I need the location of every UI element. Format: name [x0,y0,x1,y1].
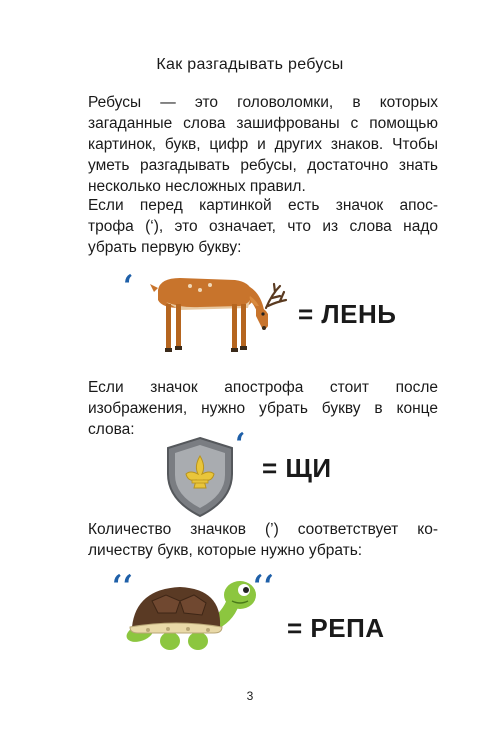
answer-repa: = РЕПА [287,613,385,643]
apostrophe-mark: ‘ [123,269,134,304]
rule-count-paragraph [88,519,438,561]
rule-after-paragraph [88,377,438,440]
answer-schi: = ЩИ [262,453,332,483]
deer-icon [140,262,290,354]
text-line: Если значок апострофа стоит после [88,379,438,396]
text-line: несколько несложных правил. [88,178,306,195]
text-line: слова: [88,421,135,438]
text-line: Ребусы — это головоломки, в которых [88,94,438,111]
turtle-icon [118,575,258,655]
apostrophe-marks-right: ‘‘ [253,569,274,604]
shield-icon [164,436,236,518]
intro-paragraph [88,92,438,197]
answer-len: = ЛЕНЬ [298,299,397,329]
text-line: изображения, нужно убрать букву в конце [88,400,438,417]
apostrophe-marks-left: ‘‘ [112,569,133,604]
text-line: убрать первую букву: [88,239,242,256]
page-title: Как разгадывать ребусы [156,56,344,73]
text-line: трофа (‘), это означает, что из слова надо [88,218,438,235]
text-line: загаданные слова зашифрованы с помощью [88,115,438,132]
apostrophe-mark: ‘ [235,427,246,462]
text-line: уметь разгадывать ребусы, достаточно знать [88,157,438,174]
page-number: 3 [246,689,254,703]
text-line: картинок, букв, цифр и других знаков. Чтобы [88,136,438,153]
text-line: личеству букв, которые нужно убрать: [88,542,363,559]
text-line: Количество значков (’) соответствует ко- [88,521,438,538]
text-line: Если перед картинкой есть значок апос- [88,197,438,214]
rule-before-paragraph [88,195,438,258]
